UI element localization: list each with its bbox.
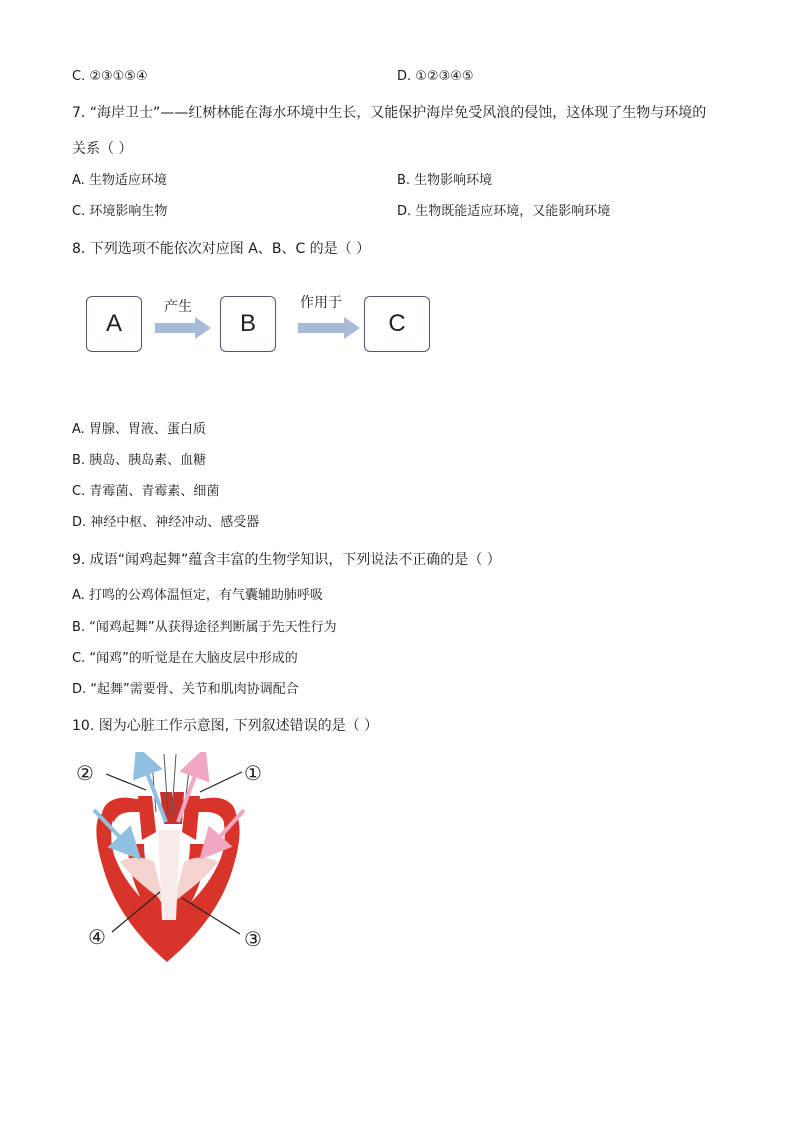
q9-stem: 9. 成语“闻鸡起舞”蕴含丰富的生物学知识，下列说法不正确的是（ ）: [72, 552, 501, 568]
heart-label-3: ③: [244, 927, 262, 951]
heart-label-2: ②: [76, 761, 94, 785]
q7-option-b: B. 生物影响环境: [397, 173, 493, 188]
q7-stem-line2: 关系（ ）: [72, 141, 133, 157]
heart-label-1: ①: [244, 761, 262, 785]
q8-stem: 8. 下列选项不能依次对应图 A、B、C 的是（ ）: [72, 241, 371, 257]
heart-diagram: [72, 752, 282, 970]
q8-option-b: B. 胰岛、胰岛素、血糖: [72, 453, 207, 468]
flow-arrow2-icon: [298, 315, 362, 341]
q8-flow-diagram: [80, 287, 440, 363]
q7-option-a: A. 生物适应环境: [72, 173, 167, 188]
flow-arrow2-label: 作用于: [300, 295, 342, 311]
q9-option-a: A. 打鸣的公鸡体温恒定，有气囊辅助肺呼吸: [72, 588, 323, 603]
flow-box-c: C: [364, 296, 430, 352]
q6-option-c: C. ②③①⑤④: [72, 69, 148, 84]
q7-option-c: C. 环境影响生物: [72, 204, 168, 219]
q10-stem: 10. 图为心脏工作示意图, 下列叙述错误的是（ ）: [72, 718, 379, 734]
flow-box-b: B: [220, 296, 276, 352]
q9-option-c: C. “闻鸡”的听觉是在大脑皮层中形成的: [72, 651, 298, 666]
flow-arrow1-icon: [155, 315, 213, 341]
q8-option-c: C. 青霉菌、青霉素、细菌: [72, 484, 220, 499]
q8-option-d: D. 神经中枢、神经冲动、感受器: [72, 515, 260, 530]
q8-option-a: A. 胃腺、胃液、蛋白质: [72, 422, 206, 437]
q7-option-d: D. 生物既能适应环境，又能影响环境: [397, 204, 611, 219]
q7-stem-line1: 7. “海岸卫士”——红树林能在海水环境中生长，又能保护海岸免受风浪的侵蚀，这体现了生物与环境的: [72, 105, 707, 121]
q9-option-b: B. “闻鸡起舞”从获得途径判断属于先天性行为: [72, 620, 337, 635]
q9-option-d: D. “起舞”需要骨、关节和肌肉协调配合: [72, 682, 299, 697]
flow-arrow1-label: 产生: [164, 299, 192, 315]
flow-box-a: A: [86, 296, 142, 352]
q6-option-d: D. ①②③④⑤: [397, 69, 474, 84]
heart-body: [96, 792, 239, 962]
heart-label-4: ④: [88, 925, 106, 949]
